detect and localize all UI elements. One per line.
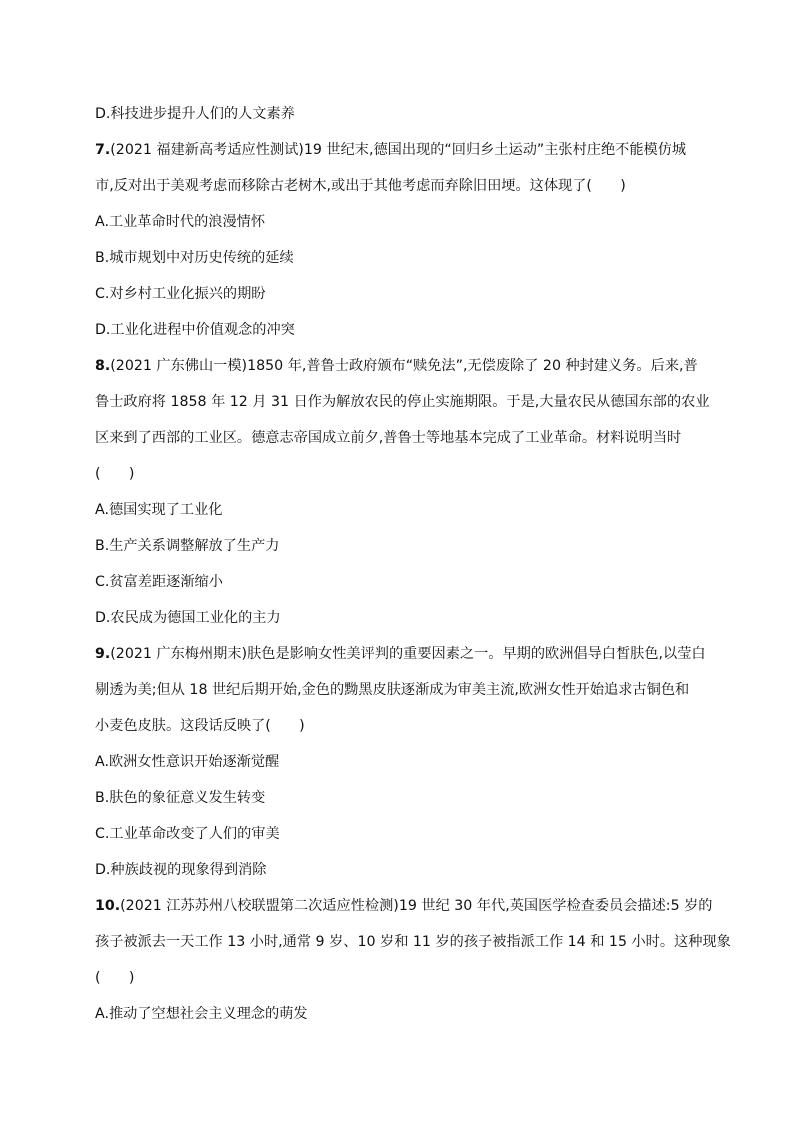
option-b-q7: B.城市规划中对历史传统的延续 <box>95 250 294 266</box>
option-d-q9: D.种族歧视的现象得到消除 <box>95 862 267 878</box>
option-b-q8: B.生产关系调整解放了生产力 <box>95 538 280 554</box>
question-8-stem-cont: 鲁士政府将 1858 年 12 月 31 日作为解放农民的停止实施期限。于是,大量农民从德国东部的农业 <box>95 394 710 410</box>
question-7-stem-cont: 市,反对出于美观考虑而移除古老树木,或出于其他考虑而弃除旧田埂。这体现了( ) <box>95 178 626 194</box>
question-text: (2021 福建新高考适应性测试)19 世纪末,德国出现的“回归乡土运动”主张村庄绝不能模仿城 <box>110 142 687 158</box>
option-d-q7: D.工业化进程中价值观念的冲突 <box>95 322 295 338</box>
option-a-q7: A.工业革命时代的浪漫情怀 <box>95 214 266 230</box>
answer-blank: ( ) <box>95 466 135 482</box>
question-number: 8. <box>95 358 111 374</box>
option-c-q8: C.贫富差距逐渐缩小 <box>95 574 223 590</box>
option-a-q10: A.推动了空想社会主义理念的萌发 <box>95 1006 308 1022</box>
question-9-stem-cont: 小麦色皮肤。这段话反映了( ) <box>95 718 305 734</box>
question-text: (2021 广东梅州期末)肤色是影响女性美评判的重要因素之一。早期的欧洲倡导白皙肤色,以莹白 <box>110 646 706 662</box>
question-8-stem-cont: 区来到了西部的工业区。德意志帝国成立前夕,普鲁士等地基本完成了工业革命。材料说明当时 <box>95 430 682 446</box>
question-number: 7. <box>95 142 111 158</box>
option-d-q6: D.科技进步提升人们的人文素养 <box>95 106 295 122</box>
question-number: 9. <box>95 646 111 662</box>
option-a-q9: A.欧洲女性意识开始逐渐觉醒 <box>95 754 280 770</box>
question-text: (2021 江苏苏州八校联盟第二次适应性检测)19 世纪 30 年代,英国医学检查委员会描述:5 岁的 <box>120 898 713 914</box>
option-c-q7: C.对乡村工业化振兴的期盼 <box>95 286 266 302</box>
question-number: 10. <box>95 898 121 914</box>
answer-blank: ( ) <box>95 970 135 986</box>
question-7-stem <box>95 140 686 160</box>
option-d-q8: D.农民成为德国工业化的主力 <box>95 610 281 626</box>
question-10-stem-cont: 孩子被派去一天工作 13 小时,通常 9 岁、10 岁和 11 岁的孩子被指派工作 14 和 15 小时。这种现象 <box>95 934 731 950</box>
question-9-stem <box>95 644 706 664</box>
question-8-stem <box>95 356 698 376</box>
question-9-stem-cont: 剔透为美;但从 18 世纪后期开始,金色的黝黑皮肤逐渐成为审美主流,欧洲女性开始追求古铜色和 <box>95 682 690 698</box>
question-text: (2021 广东佛山一模)1850 年,普鲁士政府颁布“赎免法”,无偿废除了 20 种封建义务。后来,普 <box>110 358 698 374</box>
question-10-stem <box>95 896 712 916</box>
option-a-q8: A.德国实现了工业化 <box>95 502 223 518</box>
option-c-q9: C.工业革命改变了人们的审美 <box>95 826 280 842</box>
option-b-q9: B.肤色的象征意义发生转变 <box>95 790 266 806</box>
